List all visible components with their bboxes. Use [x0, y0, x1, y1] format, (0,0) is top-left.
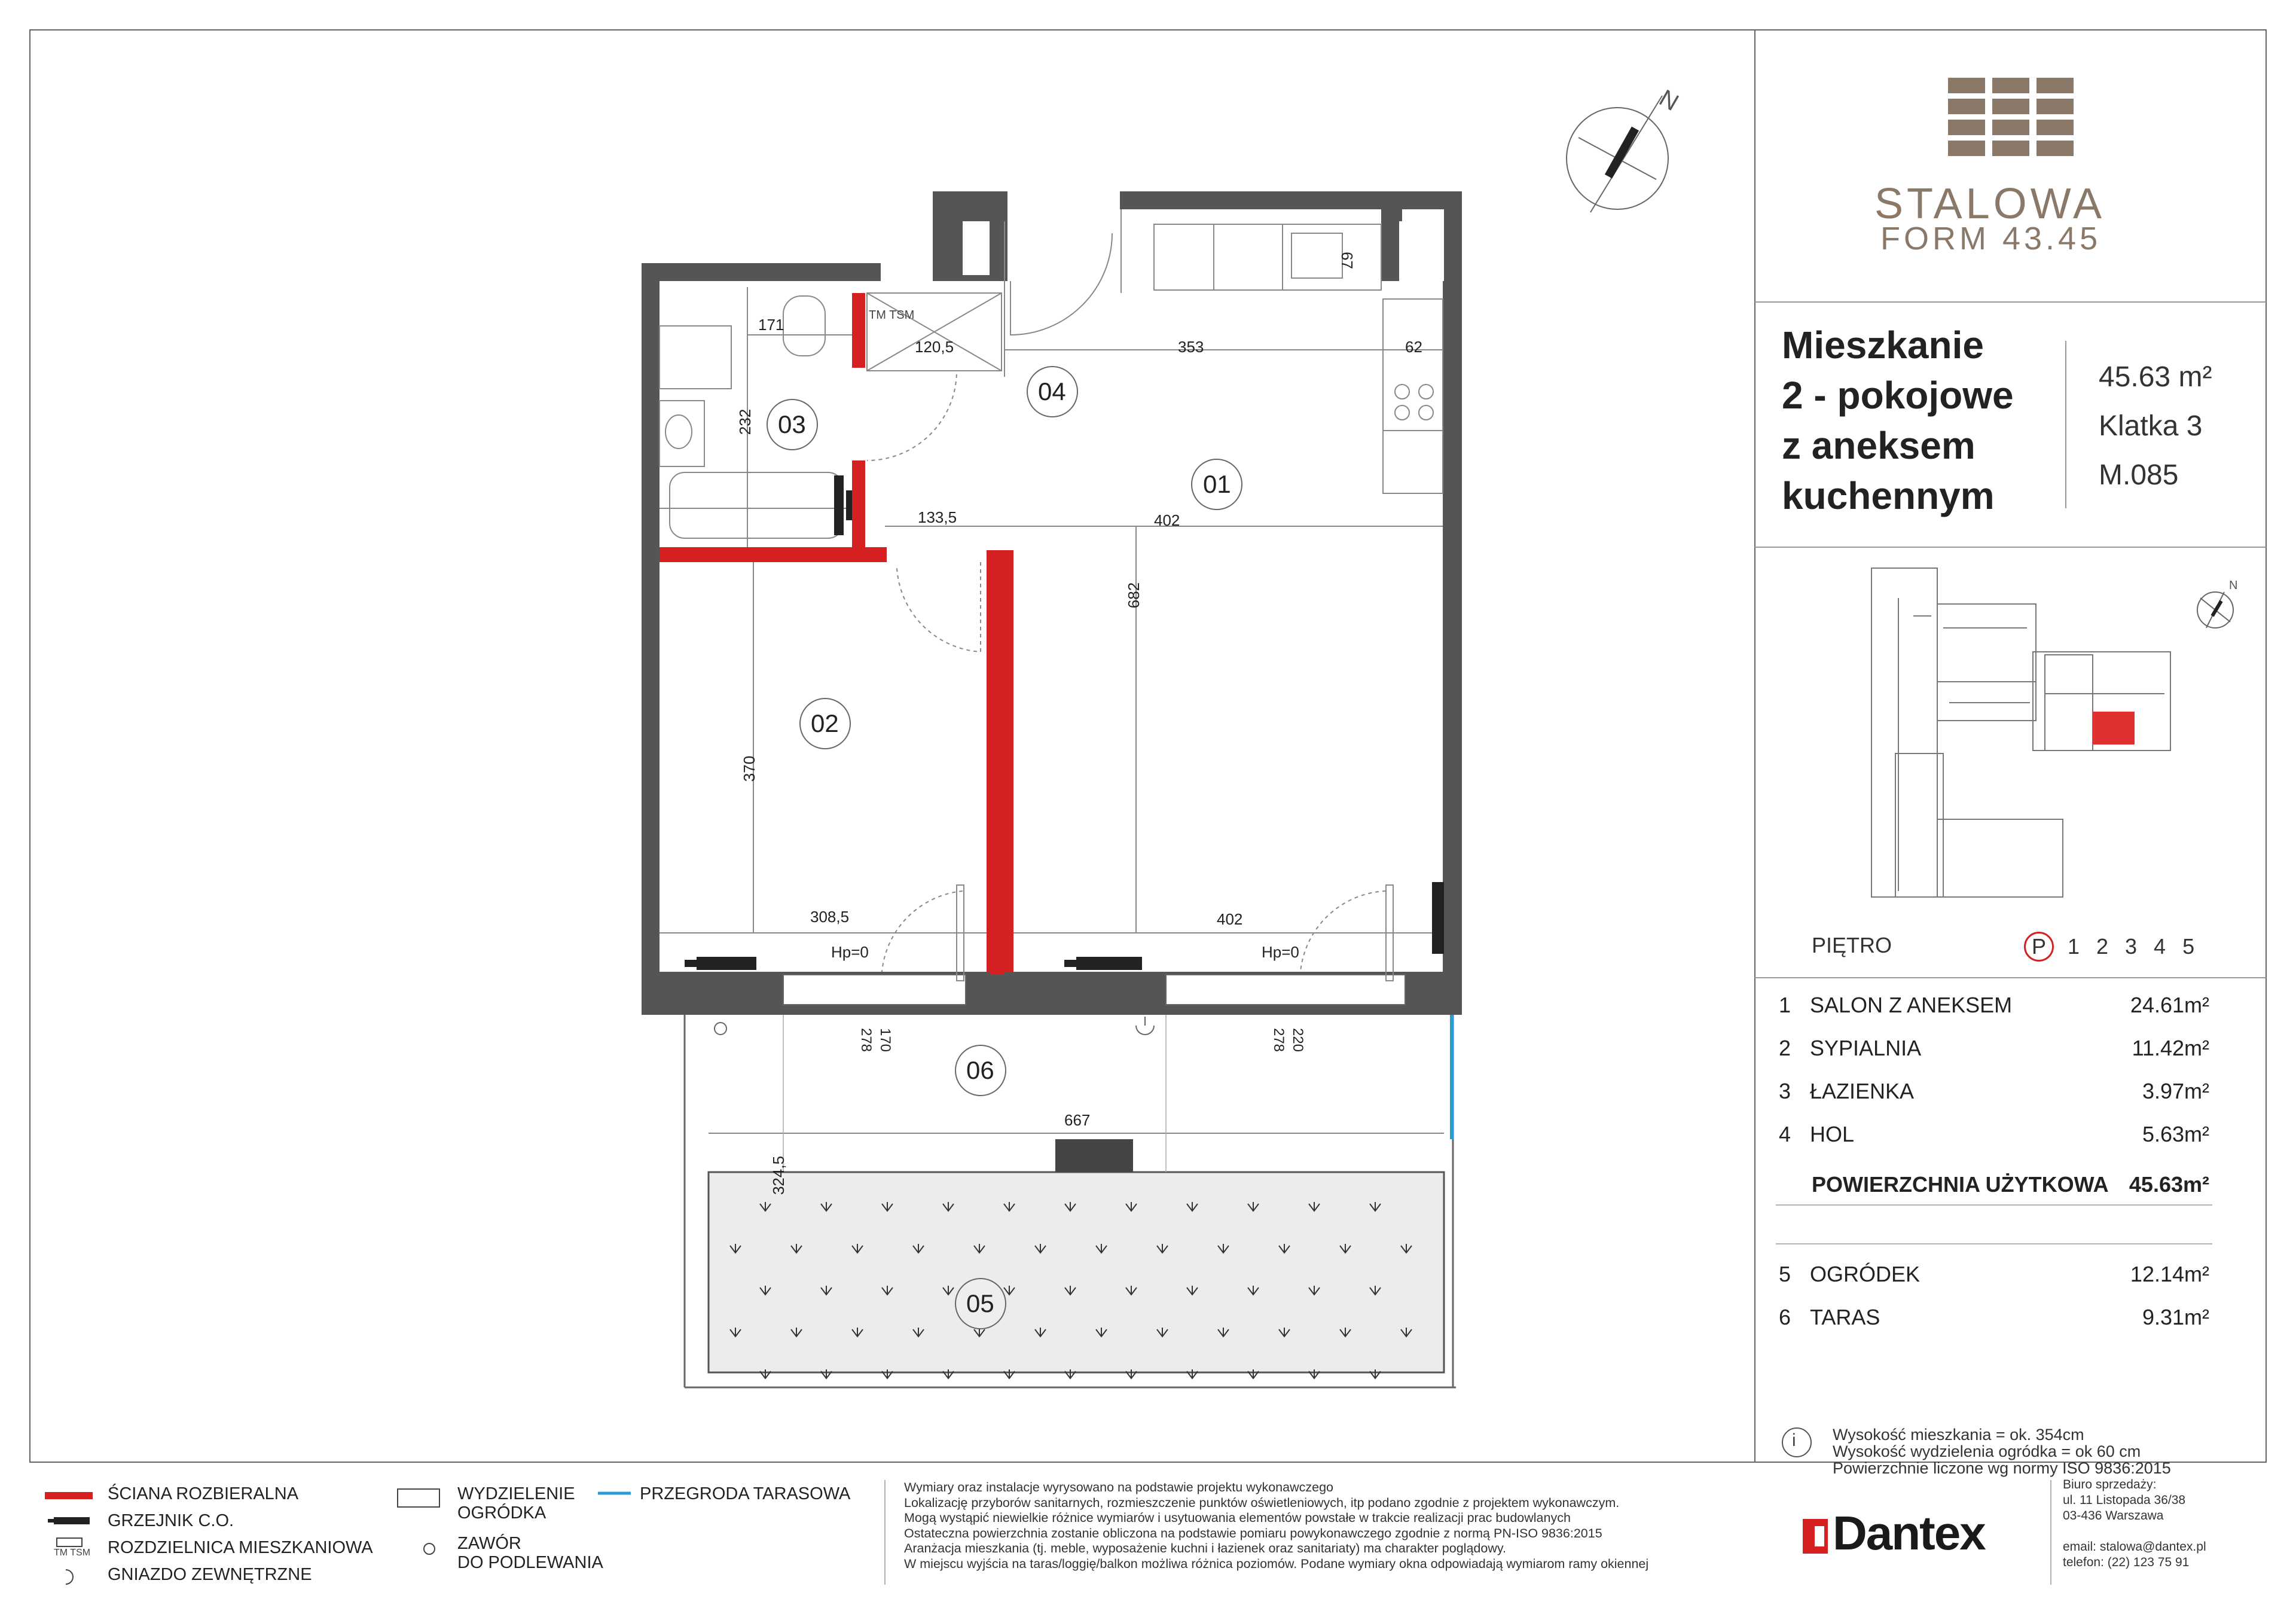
developer-name: Dantex	[1833, 1506, 1985, 1560]
red-wall-icon	[45, 1492, 93, 1499]
dimension-label: 682	[1125, 582, 1143, 609]
dimension-label: 370	[740, 755, 759, 782]
radiator-legend-icon	[54, 1517, 90, 1524]
room-row: 3 ŁAZIENKA 3.97m²	[1779, 1079, 2209, 1103]
dimension-label: 120,5	[915, 338, 954, 356]
brand-logo-icon	[1948, 78, 2074, 156]
garden-outline-icon	[398, 1489, 439, 1507]
unit-highlight	[2093, 712, 2135, 745]
usable-total-row: POWIERZCHNIA UŻYTKOWA 45.63m²	[1812, 1172, 2209, 1197]
room-row: 5 OGRÓDEK 12.14m²	[1779, 1262, 2209, 1286]
room-row: 2 SYPIALNIA 11.42m²	[1779, 1036, 2209, 1060]
floor-selector[interactable]	[2024, 932, 2200, 962]
seller-email: email: stalowa@dantex.pl	[2063, 1540, 2206, 1554]
legend-label: PRZEGRODA TARASOWA	[640, 1484, 851, 1503]
dimension-label: 67	[1338, 252, 1356, 269]
height-notes: Wysokość mieszkania = ok. 354cm Wysokość wydzielenia ogródka = ok 60 cm Powierzchnie liczone wg normy ISO 9836:2015	[1833, 1426, 2171, 1477]
legend-label: ŚCIANA ROZBIERALNA	[108, 1484, 299, 1503]
dimension-label: 353	[1178, 338, 1204, 356]
svg-text:N: N	[2229, 579, 2238, 592]
dimension-label: 278	[1271, 1027, 1287, 1052]
disclaimer: Wymiary oraz instalacje wyrysowano na podstawie projektu wykonawczego Lokalizację przyborów sanitarnych, rozmieszczenie punktów oświetleniowych, itp podano zgodnie z projektem wykonawczym. Mogą wystąpić niewielkie różnice wymiarów i usytuowania elementów powstałe w trakcie realizacji prac budowlanych Ostateczna powierzchnia zostanie obliczona na podstawie pomiaru powykonawczego zgodnie z normą PN-ISO 9836:2015 Aranżacja mieszkania (tj. meble, wyposażenie kuchni i łazienek oraz sanitariaty) ma charakter poglądowy. W miejscu wyjścia na taras/loggię/balkon możliwa różnica poziomów. Podane wymiary okna odpowiadają wymiarom ramy okiennej	[904, 1480, 1649, 1571]
room-label-01: 01	[1203, 470, 1231, 498]
room-row: 4 HOL 5.63m²	[1779, 1122, 2209, 1146]
svg-text:N: N	[1654, 84, 1683, 117]
dimension-label: 402	[1217, 910, 1243, 928]
info-icon	[1782, 1428, 1811, 1457]
svg-text:TM TSM: TM TSM	[869, 309, 915, 322]
distributor-icon	[57, 1538, 82, 1546]
socket-icon	[1136, 1026, 1154, 1035]
floor-label: PIĘTRO	[1812, 933, 1892, 957]
brand-name: STALOWA	[1874, 180, 2106, 228]
legend-label: ZAWÓR DO PODLEWANIA	[457, 1534, 603, 1572]
legend-label: GNIAZDO ZEWNĘTRZNE	[108, 1565, 312, 1584]
floor-option[interactable]: 5	[2182, 934, 2195, 959]
dantex-logo-icon	[1803, 1519, 1828, 1554]
apartment-unit: M.085	[2099, 459, 2179, 491]
seller-phone: telefon: (22) 123 75 91	[2063, 1555, 2190, 1569]
brand-subtitle: FORM 43.45	[1880, 221, 2102, 257]
room-row: 1 SALON Z ANEKSEM 24.61m²	[1779, 993, 2209, 1017]
floor-option[interactable]: 2	[2096, 934, 2109, 959]
room-label-03: 03	[778, 410, 806, 438]
room-label-04: 04	[1038, 377, 1066, 405]
dimension-label: 62	[1405, 338, 1422, 356]
dimension-label: 278	[858, 1027, 875, 1052]
window-left	[783, 975, 966, 1005]
dimension-label: 133,5	[918, 508, 957, 526]
dimension-label: 667	[1064, 1111, 1091, 1129]
floor-option[interactable]: 3	[2125, 934, 2138, 959]
dimension-label: 232	[736, 408, 755, 435]
apartment-area: 45.63 m²	[2099, 361, 2212, 393]
room-label-05: 05	[966, 1289, 994, 1317]
dimension-label: 170	[877, 1027, 894, 1052]
dimension-label: 324,5	[770, 1155, 788, 1195]
apartment-staircase: Klatka 3	[2099, 410, 2203, 442]
dimension-label: 402	[1154, 511, 1180, 529]
room-label-02: 02	[811, 709, 839, 737]
legend-label: WYDZIELENIE OGRÓDKA	[457, 1484, 575, 1523]
dimension-label: 171	[758, 316, 784, 334]
compass-icon	[1567, 85, 1683, 212]
threshold-label: Hp=0	[1262, 943, 1299, 961]
valve-legend-icon	[424, 1543, 435, 1554]
dimension-label: 308,5	[810, 908, 850, 926]
room-label-06: 06	[966, 1056, 994, 1084]
threshold-label: Hp=0	[831, 943, 869, 961]
apartment-title: Mieszkanie 2 - pokojowe z aneksem kuchennym	[1782, 324, 2014, 517]
socket-legend-icon	[66, 1570, 73, 1584]
window-right	[1166, 975, 1405, 1005]
floor-option[interactable]: 1	[2068, 934, 2080, 959]
legend-small-label: TM TSM	[54, 1548, 91, 1558]
valve-icon	[715, 1023, 726, 1035]
seller-contact: Biuro sprzedaży: ul. 11 Listopada 36/38 03-436 Warszawa email: stalowa@dantex.pl telefon: (22) 123 75 91	[2063, 1478, 2206, 1569]
room-row: 6 TARAS 9.31m²	[1779, 1305, 2209, 1329]
dimension-label: 220	[1290, 1027, 1306, 1052]
info-letter: i	[1792, 1430, 1796, 1450]
floor-option[interactable]: 4	[2154, 934, 2166, 959]
floor-option[interactable]: P	[2024, 932, 2054, 962]
legend-label: ROZDZIELNICA MIESZKANIOWA	[108, 1538, 373, 1557]
legend-label: GRZEJNIK C.O.	[108, 1511, 234, 1530]
keyplan-compass-icon	[2197, 592, 2233, 628]
apartment-meta	[2099, 353, 2212, 500]
